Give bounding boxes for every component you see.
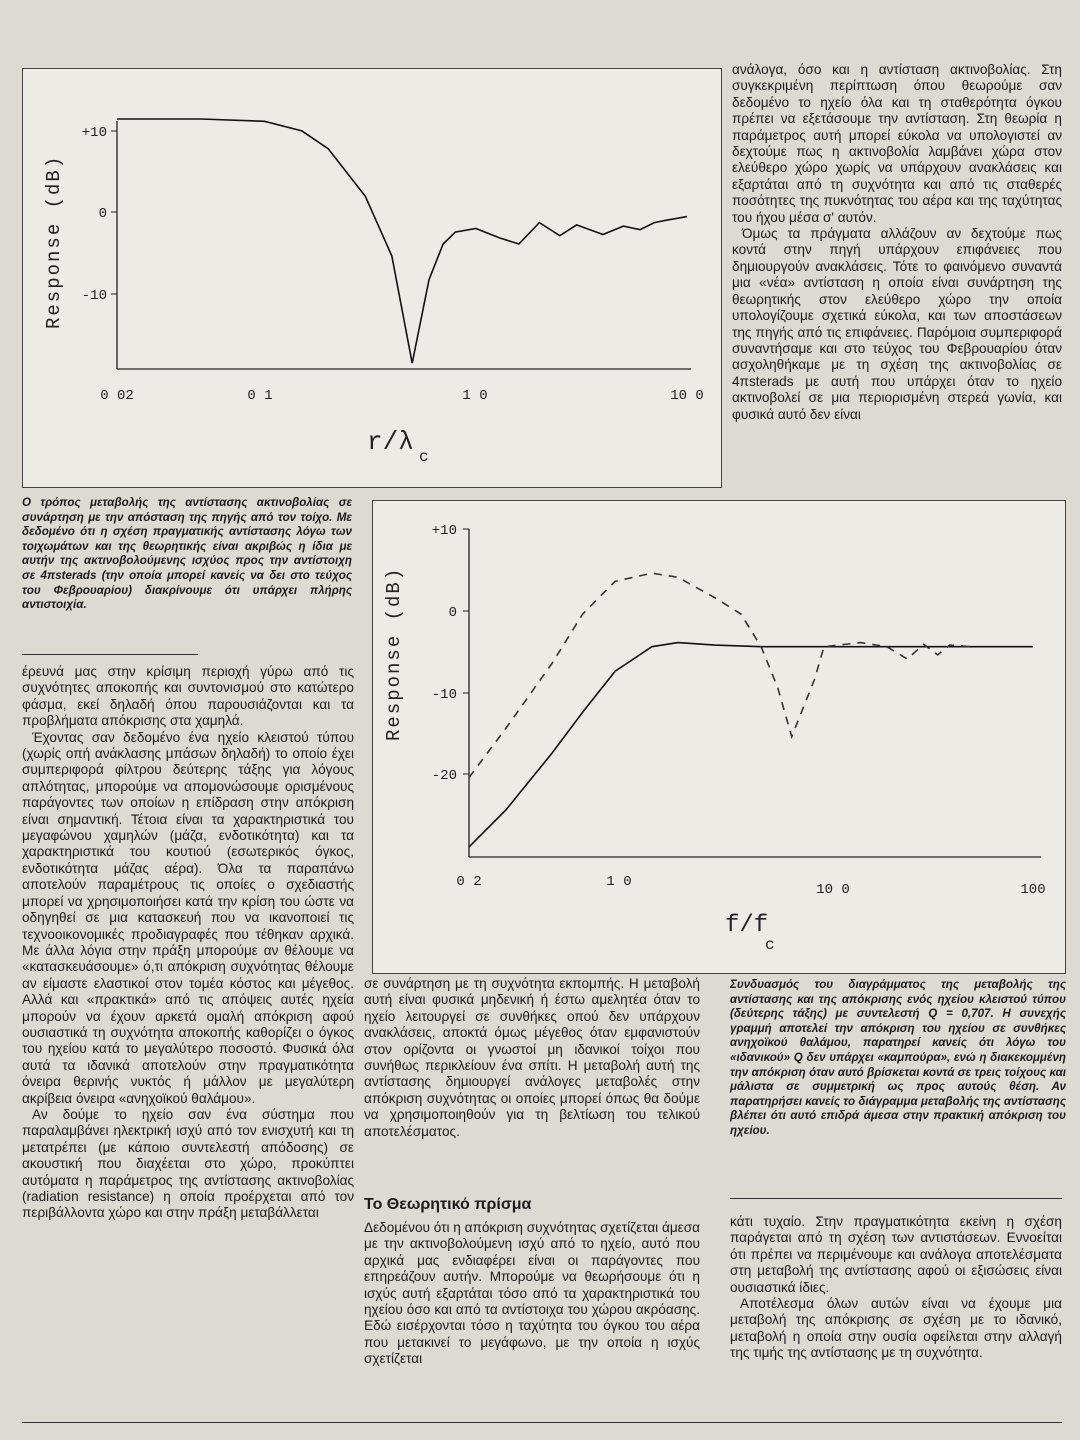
article-column-left: [22, 664, 354, 1222]
page-bottom-rule: [22, 1422, 1062, 1423]
chart-1-ytick-label-1: 0: [98, 206, 107, 222]
figure-radiation-resistance: [22, 68, 722, 488]
paragraph: Αποτέλεσμα όλων αυτών είναι να έχουμε μια μεταβολή της απόκρισης σε σχέση με το ιδανικό, μεταβολή η οποία στην ουσία οφείλεται στην αλλαγή της τιμής της αντίστασης με τη συχνότητα.: [730, 1296, 1062, 1361]
chart-1-ylabel: Response (dB): [43, 154, 65, 329]
chart-1-svg: [23, 69, 721, 487]
chart-1-xlabel-sub: c: [419, 448, 429, 466]
chart-1-xtick-label-0: 0 02: [100, 388, 134, 404]
paragraph: Αν δούμε το ηχείο σαν ένα σύστημα που παραλαμβάνει ηλεκτρική ισχύ από τον ενισχυτή και τη μετατρέπει (με κάποιο συντελεστή απόδοσης) σε ακουστική που διαχέεται στο χώρο, προκύπτει αυτόματα η παράμετρος της αντίστασης ακτινοβολίας (radiation resistance) η οποία προέρχεται από τον περιβάλλοντα χώρο και στην πράξη μεταβάλλεται: [22, 1106, 354, 1221]
paragraph: Έχοντας σαν δεδομένο ένα ηχείο κλειστού τύπου (χωρίς οπή ανάκλασης μπάσων δηλαδή) το οποίο έχει συμπεριφορά φίλτρου δεύτερης τάξης για λόγους απλότητας, μπορούμε να απομονώσουμε ορισμένους παράγοντες των οποίων η επίδραση στην απόκριση είναι σημαντική. Τέτοια είναι τα χαρακτηριστικά του μεγαφώνου χαμηλών (μάζα, ενδοτικότητα) και τα χαρακτηριστικά του κουτιού (εσωτερικός όγκος, ενδοτικότητα μάζας αέρα). Όλα τα παραπάνω αποτελούν παραμέτρους τις οποίες ο σχεδιαστής μπορεί να χρησιμοποιήσει κατά την κρίση του ώστε να οδηγηθεί σε μια κατασκευή που να ικανοποιεί τις τεχνοοικονομικές προδιαγραφές που τέθηκαν αρχικά. Με άλλα λόγια στην πράξη μπορούμε αν θέλουμε να «κατασκευάσουμε» ό,τι απόκριση συχνότητας θέλουμε αν είμαστε ελαστικοί στον τομέα κόστος και μέγεθος. Αλλά και «πρακτικά» από τις απόψεις αυτές ηχεία μπορούν να έχουν αρκετά ομαλή απόκριση αφού ουσιαστικά τη συχνότητα αποκοπής καθορίζει ο όγκος του ηχείου κατά το μεγαλύτερο ποσοστό. Φυσικά όλα αυτά τα ιδανικά αποτελούν στην πραγματικότητα όνειρα θερινής νυκτός ή μάλλον με μεγαλύτερη ακρίβεια όνειρα «ανηχοϊκού θαλάμου».: [22, 729, 354, 1106]
chart-2-ylabel: Response (dB): [383, 566, 405, 741]
chart-2-series-solid: [469, 643, 1033, 847]
chart-2-ytick-label-0: +10: [431, 523, 457, 539]
chart-2-xtick-label-2: 10 0: [816, 882, 850, 898]
chart-2-xlabel: f/f: [725, 912, 769, 939]
chart-1-xlabel: r/λ: [367, 427, 414, 457]
chart-1-xtick-label-3: 10 0: [670, 388, 704, 404]
article-column-right-top: [732, 62, 1062, 423]
chart-2-svg: [373, 501, 1065, 973]
chart-2-xlabel-sub: c: [765, 936, 775, 954]
figure-2-caption-text: Συνδυασμός του διαγράμματος της μεταβολής της αντίστασης και της απόκρισης ενός ηχείου κλειστού τύπου (δεύτερης τάξης) με συντελεστή Q = 0,707. Η συνεχής γραμμή αποτελεί την απόκριση του ηχείου σε συνθήκες ανηχοϊκού θαλάμου, παρατηρεί κανείς ότι λόγω του «ιδανικού» Q δεν υπάρχει «καμπούρα», ενώ η διακεκομμένη την απόκριση όταν αυτό βρίσκεται κοντά σε τρεις τοίχους και μάλιστα σε συμμετρική ως προς αυτούς θέση. Αν παρατηρήσει κανείς το διάγραμμα μεταβολής της αντίστασης βλέπει ότι αυτό επιδρά άμεσα στην πρακτική απόκριση του ηχείου.: [730, 978, 1066, 1137]
caption-2-divider: [730, 1198, 1062, 1199]
chart-1-series-solid: [117, 119, 687, 363]
chart-2-xtick-label-3: 100: [1020, 882, 1046, 898]
chart-1-ytick-label-0: +10: [81, 125, 107, 141]
chart-2-xtick-label-1: 1 0: [606, 874, 632, 890]
paragraph: έρευνά μας στην κρίσιμη περιοχή γύρω από τις συχνότητες αποκοπής και συντονισμού στο κατώτερο φάσμα, εκεί δηλαδή όπου παρουσιάζονται και τα προβλήματα απόκρισης στα χαμηλά.: [22, 664, 354, 729]
figure-1-caption: [22, 496, 352, 613]
figure-2-caption: [730, 978, 1066, 1139]
chart-2-xtick-label-0: 0 2: [456, 874, 482, 890]
paragraph: Δεδομένου ότι η απόκριση συχνότητας σχετίζεται άμεσα με την ακτινοβολούμενη ισχύ από το ηχείο, αυτό που αρχικά μας ενδιαφέρει είναι οι παράγοντες που επηρεάζουν αυτήν. Μπορούμε να θεωρήσουμε ότι η ισχύς αυτή εξαρτάται τόσο από τα χαρακτηριστικά του ηχείου όσο και από τα αντίστοιχα του χώρου ακρόασης. Εδώ εισέρχονται τόσο η ταχύτητα του όγκου του αέρα που μετακινεί το μεγάφωνο, με την οποία η ισχύς σχετίζεται: [364, 1220, 700, 1367]
paragraph: Όμως τα πράγματα αλλάζουν αν δεχτούμε πως κοντά στην πηγή υπάρχουν επιφάνειες που δημιουργούν ανακλάσεις. Τότε το φαινόμενο συναντά μια «νέα» αντίσταση η οποία είναι συνάρτηση της θεωρητικής στον ελεύθερο χώρο την οποία υπολογίζουμε σχετικά εύκολα, και των αποστάσεων της πηγής από τις επιφάνειες. Παρόμοια συμπεριφορά συναντήσαμε και στο τεύχος του Φεβρουαρίου όταν ασχοληθήκαμε με τη σχέση της ακτινοβολίας σε 4πsterads με αυτή που υπάρχει όταν το ηχείο ακτινοβολεί σε μια περιορισμένη στερεά γωνία, και φυσικά αυτό δεν είναι: [732, 226, 1062, 422]
chart-2-ytick-label-3: -20: [431, 768, 457, 784]
chart-1-ytick-label-2: -10: [81, 288, 107, 304]
article-column-right-bottom: [730, 1214, 1062, 1362]
chart-1-xtick-label-2: 1 0: [462, 388, 488, 404]
paragraph: σε συνάρτηση με τη συχνότητα εκπομπής. Η μεταβολή αυτή είναι φυσικά μηδενική ή έστω αμελητέα όταν το ηχείο λειτουργεί σε συνθήκες οπού δεν υπάρχουν ανακλάσεις, αποκτά όμως μέγεθος όταν εμφανιστούν στον ορίζοντα οι γνωστοί μη ιδανικοί τοίχοι που συνήθως περικλείουν ένα σπίτι. Η μεταβολή αυτή της αντίστασης δημιουργεί ανάλογες μεταβολές στην απόκριση συχνότητας οι οποίες μπορεί όπως θα δούμε να χρησιμοποιηθούν για τη βελτίωση του τελικού αποτελέσματος.: [364, 976, 700, 1139]
chart-2-series-dashed: [469, 573, 970, 777]
article-column-middle: [364, 976, 700, 1140]
article-column-middle-lower: [364, 1220, 700, 1368]
paragraph: ανάλογα, όσο και η αντίσταση ακτινοβολίας. Στη συγκεκριμένη περίπτωση όπου θεωρούμε σαν δεδομένο το ηχείο όλα και τη σταθερότητα όγκου πρέπει να εξετάσουμε την αντίσταση. Στη θεωρία η παράμετρος αυτή μπορεί εύκολα να υπολογιστεί αν δεχτούμε πως η ακτινοβολία λαμβάνει χώρα στον ελεύθερο χώρο χωρίς να υπάρχουν ανακλάσεις και εξαρτάται από τη συχνότητα και από τις σταθερές ποσότητες της πυκνότητας του αέρα και της ταχύτητας του ήχου μέσα σ' αυτόν.: [732, 62, 1062, 225]
paragraph: κάτι τυχαίο. Στην πραγματικότητα εκείνη η σχέση παράγεται από τη σχέση των αντιστάσεων. Εννοείται ότι πρέπει να περιμένουμε και ανάλογα αποτελέσματα στη μεταβολή της αντίστασης αφού οι εξισώσεις είναι ουσιαστικά ίδιες.: [730, 1214, 1062, 1295]
caption-1-divider: [22, 654, 198, 655]
chart-1-xtick-label-1: 0 1: [247, 388, 273, 404]
chart-2-ytick-label-1: 0: [448, 605, 457, 621]
section-heading: Το Θεωρητικό πρίσμα: [364, 1196, 532, 1213]
figure-response-comparison: [372, 500, 1066, 974]
figure-1-caption-text: Ο τρόπος μεταβολής της αντίστασης ακτινοβολίας σε συνάρτηση με την απόσταση της πηγής από τον τοίχο. Με δεδομένο ότι η σχέση πραγματικής αντίστασης λόγω των τοιχωμάτων και της θεωρητικής είναι ακριβώς η ίδια με αυτήν της ακτινοβολούμενης ισχύος προς την αντίστοιχη σε 4πsterads (την οποία μπορεί κανείς να δει στο τεύχος του Φεβρουαρίου) διακρίνουμε ότι υπάρχει πλήρης αντιστοιχία.: [22, 496, 352, 612]
chart-2-ytick-label-2: -10: [431, 687, 457, 703]
